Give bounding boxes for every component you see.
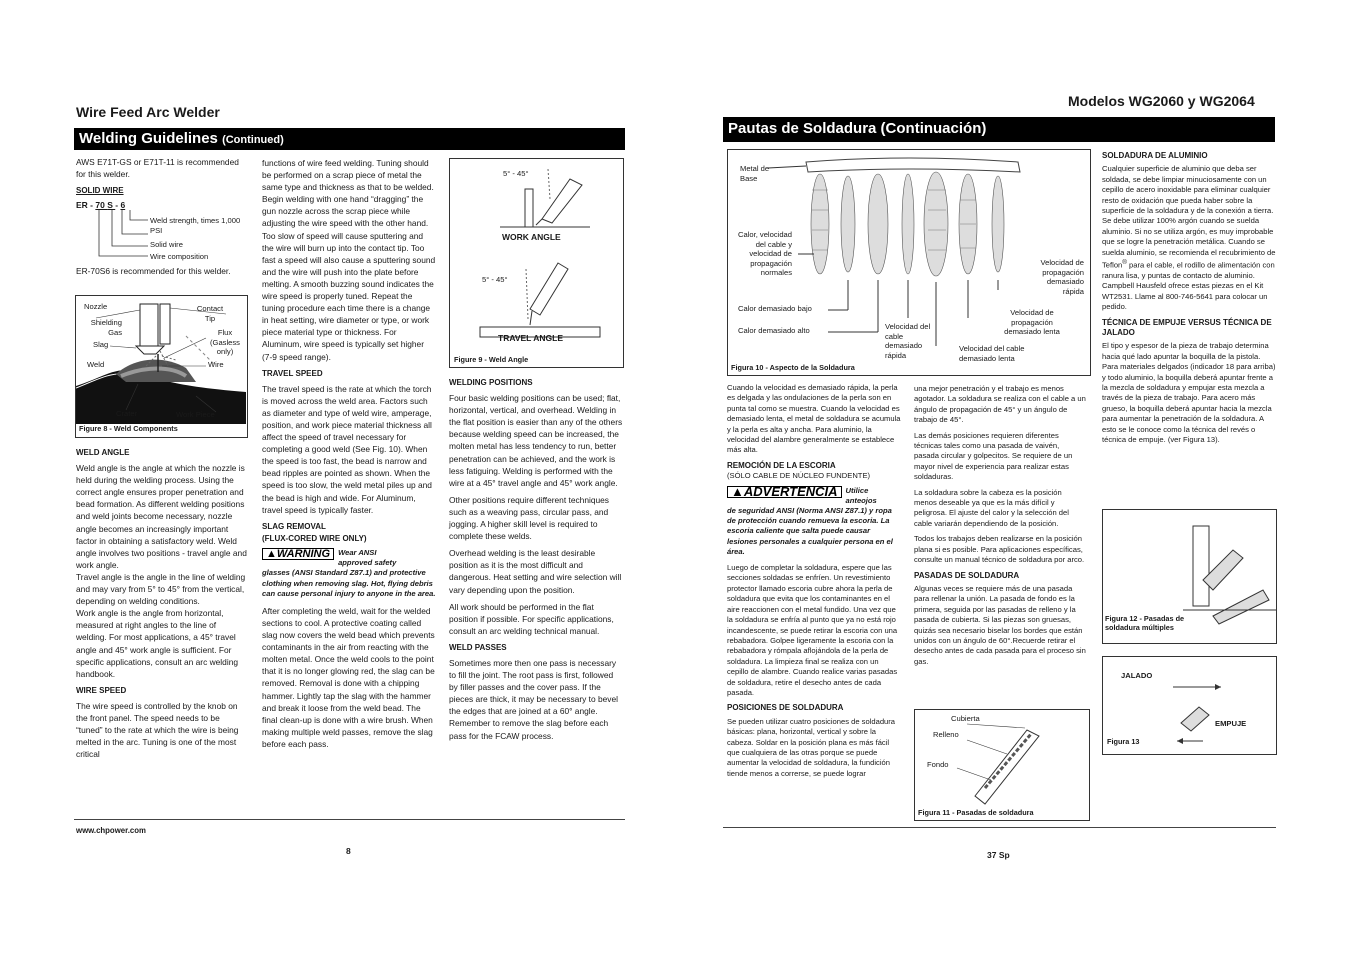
pasadas-text: Algunas veces se requiere más de una pasada para rellenar la unión. La pasada de fondo es la primera, seguida por las pasadas de relleno y la pasada de cubierta. Si las piezas son gruesas, quizás sea necesario biselar los bordes que están unidos con un ángulo de 60°.Recuerde retirar el desecho antes de cada pasada para el proceso sin gas. — [914, 583, 1086, 666]
warning-lead: Wear ANSI approved safety — [338, 547, 397, 568]
right-col2 — [914, 384, 1086, 667]
weld-passes-heading: WELD PASSES — [449, 642, 507, 652]
figure-11-caption: Figura 11 - Pasadas de soldadura — [918, 808, 1034, 817]
speed-effect-text: Cuando la velocidad es demasiado rápida, la perla es delgada y las ondulaciones de la perla son en punta tal como se muestra. Cuando la velocidad es demasiado lenta, el metal de soldadura se acumula y la perla es alta y ancha. Para aluminio, la velocidad del alambre generalmente se establece más alta. — [727, 383, 901, 455]
multiple-passes-illustration — [1183, 520, 1277, 630]
figure-8-caption: Figure 8 - Weld Components — [79, 424, 178, 433]
right-col3 — [1102, 148, 1276, 446]
left-section-title — [74, 128, 625, 150]
er-code: ER - 70 S - 6 — [76, 200, 126, 210]
weld-passes-illustration — [915, 710, 1089, 808]
work-angle-label: WORK ANGLE — [502, 232, 561, 242]
travel-speed-heading: TRAVEL SPEED — [262, 368, 323, 378]
left-col1-lower — [76, 444, 248, 760]
left-col2 — [262, 157, 436, 750]
figure-11 — [914, 709, 1090, 821]
flat-position-text: Todos los trabajos deben realizarse en la posición plana si es posible. Para aplicaciones específicas, consulte un manual técnico de soldadura por arco. — [914, 534, 1085, 565]
positions-p3: Overhead welding is the least desirable position as it is the most difficult and dangerous. Heat setting and wire selection will vary depending upon the position. — [449, 548, 622, 595]
weld-angle-p1: Weld angle is the angle at which the nozzle is held during the welding process. Using the correct angle ensures proper penetration and bead formation. As different welding positions and weld joints become necessary, nozzle angle becomes an increasingly important factor in obtaining a satisfactory weld. Weld angle involves two positions - travel angle and work angle. — [76, 463, 247, 570]
right-col1 — [727, 383, 902, 779]
pasadas-heading: PASADAS DE SOLDADURA — [914, 570, 1020, 580]
aluminio-heading: SOLDADURA DE ALUMINIO — [1102, 151, 1208, 160]
advertencia-lead: Utilice anteojos — [845, 485, 877, 505]
posiciones-heading: POSICIONES DE SOLDADURA — [727, 703, 844, 713]
advertencia-text: de seguridad ANSI (Norma ANSI Z87.1) y ropa de protección cuando remueva la escoria. La escoria caliente que salta puede causar lesiones personales a cualquier persona en el área. — [727, 506, 893, 556]
title-continued: (Continued) — [222, 134, 284, 146]
right-page-number: 37 Sp — [987, 850, 1010, 860]
figure-9 — [449, 158, 624, 368]
er-label-composition: Wire composition — [150, 252, 209, 261]
label-travel-slow: Velocidad de propagación demasiado lenta — [1004, 308, 1060, 337]
positions-p2: Other positions require different techniques such as a weaving pass, circular pass, and jogging. A higher skill level is required to complete these welds. — [449, 494, 609, 542]
escoria-text: Luego de completar la soldadura, espere que las secciones soldadas se enfríen. Un revestimiento protector llamado escoria cubre ahora la perla de soldadura que evita que los contaminantes en el aire reaccionen con el metal fundido. Una vez que la soldadura se enfría al punto que ya no está rojo incandescente, se puede retirar la escoria con una rebabadora. Golpee ligeramente la escoria con la rebabadora y rómpala aflojándola de la perla de soldadura. La limpieza final se realiza con un cepillo de alambre. Cuando realice varias pasadas de soldadura, retire el desecho antes de cada pasada. — [727, 563, 898, 697]
escoria-subheading: (SÓLO CABLE DE NÚCLEO FUNDENTE) — [727, 471, 871, 481]
jalado-label: JALADO — [1121, 671, 1153, 680]
label-cubierta: Cubierta — [951, 714, 980, 723]
footer-url[interactable]: www.chpower.com — [76, 826, 146, 835]
warning-badge: ▲WARNING — [262, 548, 334, 560]
weld-angle-p3: Work angle is the angle from horizontal, measured at right angles to the line of welding. For most applications, a 45° travel angle and 45° work angle is sufficient. For specific applications, consult an arc welding handbook. — [76, 608, 239, 679]
er-code-brackets — [90, 210, 150, 260]
slag-heading: SLAG REMOVAL — [262, 521, 326, 531]
fig9-angle-top: 5° - 45° — [503, 169, 529, 178]
travel-angle-label: TRAVEL ANGLE — [498, 333, 564, 343]
label-wire-slow: Velocidad del cable demasiado lenta — [959, 344, 1025, 363]
label-heat-low: Calor demasiado bajo — [738, 304, 812, 313]
weld-passes-text: Sometimes more then one pass is necessary to fill the joint. The root pass is first, followed by filler passes and the cover pass. If the pieces are thick, it may be necessary to bevel the edges that are joined at a 60° angle. Remember to remove the slag before each pass for the FCAW process. — [449, 657, 618, 741]
figure-13 — [1102, 656, 1277, 755]
positions-p1: Four basic welding positions can be used; flat, horizontal, vertical, and overhead. Welding in the flat position is easier than any of the others because welding speed can be increased, the molten metal has less tendency to run, better penetration can be achieved, and the work is less fatiguing. Welding is performed with the wire at a 45° travel angle and 45° work angle. — [449, 393, 623, 488]
intro-text: AWS E71T-GS or E71T-11 is recommended for this welder. — [76, 157, 239, 180]
left-page-header: Wire Feed Arc Welder — [76, 104, 220, 120]
weld-angle-p2: Travel angle is the angle in the line of welding and may vary from 5° to 45° from the vertical, depending on welding conditions. — [76, 571, 246, 607]
left-col3 — [449, 374, 624, 742]
positions-p4: All work should be performed in the flat position if possible. For specific applications, consult an arc welding technical manual. — [449, 601, 614, 636]
right-footer-rule — [723, 827, 1276, 828]
left-page-number: 8 — [346, 846, 351, 856]
label-shielding-gas: Shielding Gas — [90, 318, 122, 337]
penetration-text: una mejor penetración y el trabajo es menos agotador. La soldadura se realiza con el cable a un ángulo de propagación de 45° y un ángulo de trabajo de 45°. — [914, 384, 1086, 425]
fig9-angle-bottom: 5° - 45° — [482, 275, 508, 284]
weld-angle-illustration — [450, 159, 623, 355]
solid-wire-heading: SOLID WIRE — [76, 186, 124, 196]
label-wire-fast: Velocidad del cable demasiado rápida — [885, 322, 931, 360]
welding-positions-heading: WELDING POSITIONS — [449, 378, 533, 387]
left-col1 — [76, 156, 248, 200]
figure-9-caption: Figure 9 - Weld Angle — [454, 355, 529, 364]
wire-speed-heading: WIRE SPEED — [76, 685, 127, 695]
posiciones-text: Se pueden utilizar cuatro posiciones de soldadura básicas: plana, horizontal, vertical y sobre la cabeza. Soldar en la posición plana es más fácil que cualquiera de las otras porque se puede aumentar la velocidad de soldadura, la fundición tiende menos a correrse, se puede lograr — [727, 716, 896, 778]
title-main: Welding Guidelines — [79, 130, 218, 147]
label-slag: Slag — [93, 340, 109, 349]
label-flux: Flux (Gasless only) — [210, 328, 240, 357]
tecnica-heading: TÉCNICA DE EMPUJE VERSUS TÉCNICA DE JALADO — [1102, 317, 1272, 338]
label-crater: Crater — [116, 409, 138, 418]
label-wire: Wire — [208, 360, 224, 369]
slag-subheading: (FLUX-CORED WIRE ONLY) — [262, 533, 367, 543]
warning-box — [262, 548, 436, 599]
er-recommendation: ER-70S6 is recommended for this welder. — [76, 266, 231, 276]
advertencia-badge: ▲ADVERTENCIA — [727, 486, 842, 498]
label-contact-tip: Contact Tip — [196, 304, 224, 323]
tuning-text: functions of wire feed welding. Tuning should be performed on a scrap piece of metal the same type and thickness as that to be welded. Begin welding with one hand “dragging” the gun nozzle across the scrap piece while adjusting the wire speed with the other hand. Too slow of speed will cause sputtering and the wire will burn up into the contact tip. Too fast a speed will also cause a sputtering sound and the wire will push into the plate before melting. A smooth buzzing sound indicates the wire speed is properly tuned. Repeat the tuning procedure each time there is a change in heat setting, wire diameter or type, or work piece material type or thickness. For Aluminum, wire speed is typically set higher (7-9 speed range). — [262, 158, 436, 362]
wire-speed-text: The wire speed is controlled by the knob on the front panel. The speed needs to be “tuned” to the rate at which the wire is being melted in the arc. Tuning is one of the most critical — [76, 700, 239, 760]
figure-10 — [727, 149, 1091, 376]
warning-triangle-icon: ▲ — [266, 547, 277, 560]
label-normal: Calor, velocidad del cable y velocidad de propagación normales — [737, 230, 792, 278]
label-fondo: Fondo — [927, 760, 949, 769]
label-weld: Weld — [87, 360, 105, 369]
right-page-header: Modelos WG2060 y WG2064 — [1068, 93, 1255, 109]
warning-triangle-icon: ▲ — [731, 483, 744, 499]
empuje-label: EMPUJE — [1215, 719, 1247, 728]
label-work-piece: Work Piece — [176, 410, 215, 419]
figure-8 — [75, 295, 248, 438]
label-heat-high: Calor demasiado alto — [738, 326, 810, 335]
figure-10-caption: Figura 10 - Aspecto de la Soldadura — [731, 363, 855, 372]
aluminio-text: Cualquier superficie de aluminio que deba ser soldada, se debe limpiar minuciosamente con un cepillo de acero inoxidable para eliminar cualquier resto de oxidación que pueda haber sobre la superficie de la soldadura y de la conexión a tierra. Se debe utilizar 100% argón cuando se suelda aluminio. Si no se utiliza argón, es muy improbable que se logre la penetración metálica. Cuando se suelda aluminio, se recomienda el recubrimiento de Teflon® para el cable, el rodillo de alimentación con ranura lisa, y puntas de contacto de aluminio. Campbell Hausfeld ofrece estas piezas en el Kit WT2531. Llame al 800-746-5641 para colocar un pedido. — [1102, 164, 1276, 312]
travel-speed-text: The travel speed is the rate at which the torch is moved across the weld area. Factors such as diameter and type of weld wire, amperage, position, and work piece material thickness all affect the speed of travel necessary for completing a good weld (See Fig. 10). When the speed is too fast, the bead is narrow and bead ripples are pointed as shown. When the speed is too slow, the weld metal piles up and the bead is high and wide. For Aluminum, travel speed is typically faster. — [262, 383, 432, 515]
tecnica-text: El tipo y espesor de la pieza de trabajo determina hacia qué lado apuntar la boquilla de la pistola. Para materiales delgados (indicador 18 para arriba) y todo aluminio, la boquilla deberá apuntar frente a la mezcla de soldadura y empujar esta mezcla a través de la pieza de trabajo. Para acero más grueso, la boquilla deberá apuntar hacia la mezcla para aumentar la penetración de la soldadura. A esto se le conoce como la técnica del revés o técnica de empuje. (ver Figura 13). — [1102, 341, 1276, 445]
label-travel-fast: Velocidad de propagación demasiado rápida — [1040, 258, 1084, 296]
figure-13-caption: Figura 13 — [1107, 737, 1140, 746]
figure-12 — [1102, 509, 1277, 644]
other-positions-text: Las demás posiciones requieren diferentes técnicas tales como una pasada de vaivén, pasada circular y golpecitos. Se requiere de un mayor nivel de experiencia para realizar estas soldaduras. — [914, 430, 1073, 482]
right-section-title: Pautas de Soldadura (Continuación) — [723, 117, 1275, 142]
warning-text: glasses (ANSI Standard Z87.1) and protective clothing when removing slag. Hot, flying debris can cause personal injury to anyone in the area. — [262, 568, 436, 598]
figure-12-caption: Figura 12 - Pasadas de soldadura múltiples — [1105, 614, 1185, 632]
er-label-solid: Solid wire — [150, 240, 183, 249]
overhead-text: La soldadura sobre la cabeza es la posición menos deseable ya que es la más difícil y peligrosa. El ajuste del calor y la selección del cable variarán dependiendo de la posición. — [914, 487, 1069, 528]
left-footer-rule — [74, 819, 625, 820]
label-base-metal: Metal de Base — [740, 164, 770, 183]
er-label-strength: Weld strength, times 1,000 PSI — [150, 216, 241, 235]
slag-text: After completing the weld, wait for the welded sections to cool. A protective coating called slag now covers the weld bead which prevents contaminants in the air from reacting with the molten metal. Once the weld cools to the point that it is no longer glowing red, the slag can be removed. Removal is done with a chipping hammer. Lightly tap the slag with the hammer and break it loose from the weld bead. The final clean-up is done with a wire brush. When making multiple weld passes, remove the slag before each pass. — [262, 605, 435, 749]
escoria-heading: REMOCIÓN DE LA ESCORIA — [727, 460, 836, 470]
advertencia-box — [727, 483, 902, 557]
label-nozzle: Nozzle — [84, 302, 108, 311]
weld-angle-heading: WELD ANGLE — [76, 448, 130, 457]
label-relleno: Relleno — [933, 730, 959, 739]
